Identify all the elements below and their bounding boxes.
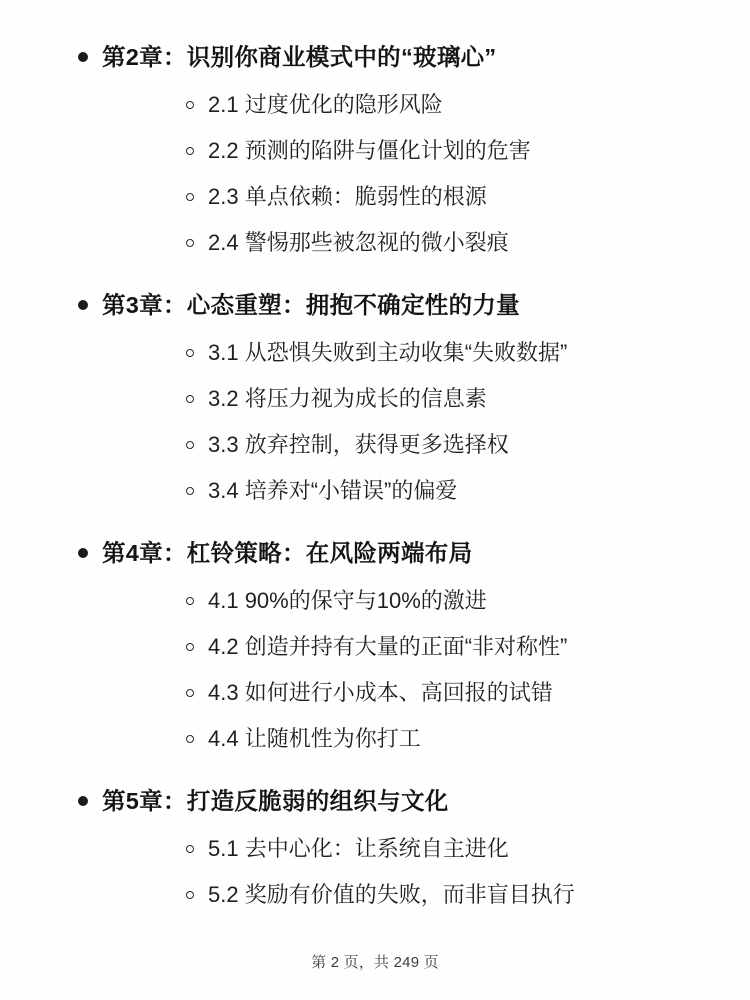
toc-chapter-item[interactable] bbox=[40, 532, 710, 762]
bullet-circle-icon bbox=[186, 193, 194, 201]
toc-section-title[interactable]: 4.3 如何进行小成本、高回报的试错 bbox=[208, 680, 553, 705]
toc-chapter-title[interactable]: 第3章：心态重塑：拥抱不确定性的力量 bbox=[102, 292, 520, 318]
table-of-contents bbox=[40, 36, 710, 918]
toc-section-item[interactable] bbox=[102, 376, 710, 422]
toc-section-title[interactable]: 3.3 放弃控制，获得更多选择权 bbox=[208, 432, 509, 457]
bullet-circle-icon bbox=[186, 689, 194, 697]
toc-chapter-title[interactable]: 第2章：识别你商业模式中的“玻璃心” bbox=[102, 44, 497, 70]
bullet-circle-icon bbox=[186, 441, 194, 449]
bullet-disc-icon bbox=[78, 300, 88, 310]
bullet-circle-icon bbox=[186, 395, 194, 403]
bullet-circle-icon bbox=[186, 891, 194, 899]
bullet-circle-icon bbox=[186, 147, 194, 155]
toc-section-item[interactable] bbox=[102, 578, 710, 624]
toc-section-item[interactable] bbox=[102, 174, 710, 220]
toc-section-item[interactable] bbox=[102, 468, 710, 514]
bullet-circle-icon bbox=[186, 487, 194, 495]
toc-section-item[interactable] bbox=[102, 872, 710, 918]
bullet-disc-icon bbox=[78, 796, 88, 806]
toc-section-list bbox=[102, 82, 710, 266]
toc-section-title[interactable]: 3.4 培养对“小错误”的偏爱 bbox=[208, 478, 458, 503]
bullet-circle-icon bbox=[186, 239, 194, 247]
bullet-disc-icon bbox=[78, 52, 88, 62]
toc-section-title[interactable]: 3.2 将压力视为成长的信息素 bbox=[208, 386, 487, 411]
toc-chapter-title[interactable]: 第5章：打造反脆弱的组织与文化 bbox=[102, 788, 449, 814]
bullet-circle-icon bbox=[186, 643, 194, 651]
toc-section-title[interactable]: 2.4 警惕那些被忽视的微小裂痕 bbox=[208, 230, 509, 255]
bullet-circle-icon bbox=[186, 735, 194, 743]
toc-section-item[interactable] bbox=[102, 82, 710, 128]
toc-section-title[interactable]: 2.3 单点依赖：脆弱性的根源 bbox=[208, 184, 487, 209]
toc-section-title[interactable]: 3.1 从恐惧失败到主动收集“失败数据” bbox=[208, 340, 568, 365]
toc-section-title[interactable]: 5.2 奖励有价值的失败，而非盲目执行 bbox=[208, 882, 575, 907]
toc-section-title[interactable]: 5.1 去中心化：让系统自主进化 bbox=[208, 836, 509, 861]
toc-section-list bbox=[102, 578, 710, 762]
toc-section-item[interactable] bbox=[102, 826, 710, 872]
bullet-circle-icon bbox=[186, 845, 194, 853]
toc-section-list bbox=[102, 826, 710, 918]
toc-chapter-item[interactable] bbox=[40, 780, 710, 918]
toc-section-item[interactable] bbox=[102, 220, 710, 266]
toc-section-item[interactable] bbox=[102, 128, 710, 174]
toc-chapter-item[interactable] bbox=[40, 36, 710, 266]
toc-section-item[interactable] bbox=[102, 624, 710, 670]
bullet-circle-icon bbox=[186, 349, 194, 357]
page-footer: 第 2 页，共 249 页 bbox=[311, 954, 439, 971]
bullet-circle-icon bbox=[186, 101, 194, 109]
toc-section-item[interactable] bbox=[102, 422, 710, 468]
toc-section-title[interactable]: 2.2 预测的陷阱与僵化计划的危害 bbox=[208, 138, 531, 163]
toc-section-list bbox=[102, 330, 710, 514]
toc-section-item[interactable] bbox=[102, 716, 710, 762]
bullet-disc-icon bbox=[78, 548, 88, 558]
toc-section-item[interactable] bbox=[102, 670, 710, 716]
toc-chapter-item[interactable] bbox=[40, 284, 710, 514]
toc-section-title[interactable]: 4.1 90%的保守与10%的激进 bbox=[208, 588, 487, 613]
toc-section-title[interactable]: 2.1 过度优化的隐形风险 bbox=[208, 92, 443, 117]
toc-section-title[interactable]: 4.2 创造并持有大量的正面“非对称性” bbox=[208, 634, 568, 659]
bullet-circle-icon bbox=[186, 597, 194, 605]
toc-section-item[interactable] bbox=[102, 330, 710, 376]
toc-section-title[interactable]: 4.4 让随机性为你打工 bbox=[208, 726, 421, 751]
toc-chapter-title[interactable]: 第4章：杠铃策略：在风险两端布局 bbox=[102, 540, 473, 566]
